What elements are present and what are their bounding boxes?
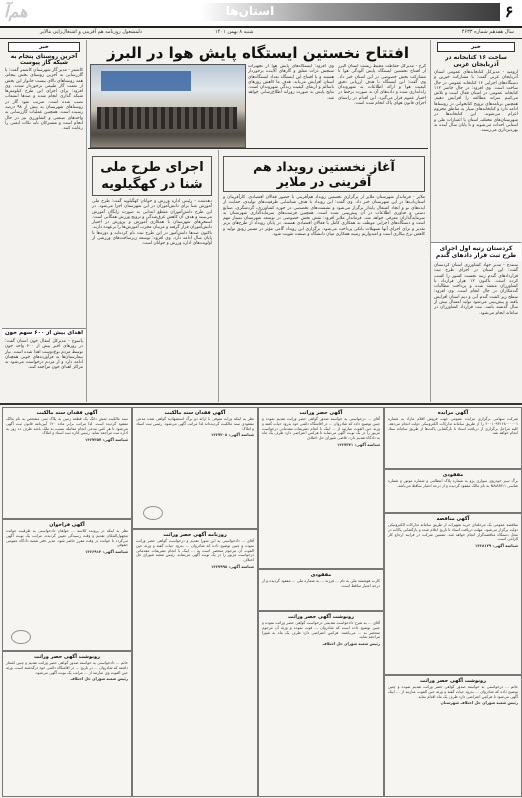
- ad-footer: شناسه آگهی: ۱۴۶۷۲۰۸: [211, 432, 254, 438]
- masthead: [0, 0, 522, 28]
- ad-body: نظر به اینکه در پرونده کلاسه ... خواهان دادخواستی به طرفیت خوانده مجهول‌المکان تقدیم و وقت رسیدگی تعیین گردیده، مراتب یک نوبت آگهی می‌گردد تا خوانده در وقت مقرر حاضر شود. مدیر دفتر شعبه دادگاه عمومی حقوقی: [6, 528, 128, 548]
- ad-box: [384, 675, 522, 797]
- ad-box: [2, 407, 132, 519]
- ad-title: آگهی مناقصه: [436, 516, 470, 522]
- left-story: [88, 150, 216, 402]
- ad-title: رونوشت آگهی حصر وراثت: [420, 678, 486, 684]
- ad-box: [258, 569, 384, 611]
- ad-title: مفقودی: [310, 572, 332, 578]
- ad-footer: شناسه آگهی: ۱۴۶۸۱۲۹: [475, 543, 518, 549]
- left-subheadline: اهدای بیش از ۶۰۰ سهم خون: [2, 328, 86, 337]
- ad-title: روزنامه آگهی حصر وراثت: [163, 532, 227, 538]
- right-column: [430, 40, 521, 402]
- ad-footer: شناسه آگهی: ۱۴۶۶۹۱۴: [85, 549, 128, 555]
- ad-box: [2, 651, 132, 797]
- banner-in-photo: [101, 71, 191, 91]
- ad-footer: شناسه آگهی: ۱۴۶۷۴۴۱: [337, 441, 380, 447]
- left-story-headline: اجرای طرح ملی شنا در کهگیلویه: [92, 156, 212, 196]
- ad-box: [132, 529, 258, 797]
- ad-body: آقای ... دادخواستی به این شورا تقدیم و درخواست گواهی حصر وراثت نموده و چنین توضیح داده که شادروان ... بدرود حیات گفته و ورثه حین الفوت آن مرحوم منحصر است به ... اینک با انجام تشریفات مقدماتی درخواست مزبور را در یک نوبت آگهی می‌نماید. رئیس شعبه شورای حل اختلاف: [136, 538, 254, 563]
- ads-divider: [0, 403, 522, 405]
- newspaper-logo: هم‌آ: [4, 2, 28, 21]
- center-story-body: ملایر - فرماندار شهرستان ملایر از برگزاری نخستین رویداد هم‌آفرینی با حضور فعالان اقتصادی، کارآفرینان و استارتاپ‌ها در این شهرستان خبر داد. وی گفت: این رویداد با هدف شناسایی ظرفیت‌های تولیدی، حمایت از ایده‌های نو و ایجاد اشتغال پایدار برگزار می‌شود و نشست‌های تخصصی در حوزه کشاورزی، گردشگری، صنایع دستی و فناوری اطلاعات در آن پیش‌بینی شده است. همچنین فرصت‌های سرمایه‌گذاری شهرستان به سرمایه‌گذاران معرفی خواهد شد. فرماندار ملایر افزود: نقش بخش خصوصی در توسعه شهرستان بسیار مهم است و دستگاه‌های اجرایی موظف به همکاری کامل با فعالان اقتصادی هستند. در پایان رویداد از طرح‌های برتر تقدیر و برای اجرای آنها تسهیلات بانکی پرداخت می‌شود. برگزاری این رویداد گامی مؤثر در مسیر رونق تولید و کاهش نرخ بیکاری است و امیدواریم زمینه همکاری میان دانشگاه و صنعت تقویت شود.: [223, 195, 425, 238]
- divider: [0, 38, 522, 39]
- ad-body: مناقصه عمومی یک مرحله‌ای خرید تجهیزات از طریق سامانه تدارکات الکترونیکی دولت برگزار می‌شود. مهلت دریافت اسناد تا تاریخ اعلام شده و بازگشایی پاکات در محل دستگاه مناقصه‌گزار انجام خواهد شد. تضمین شرکت در فرایند ارجاع کار الزامی است.: [388, 522, 518, 542]
- section-title: استان‌ها: [225, 4, 275, 18]
- people-in-photo: [97, 107, 237, 129]
- ad-body: خانم ... درخواستی به خواسته صدور گواهی حصر وراثت تقدیم نموده و چنین توضیح داده که شادروان ... بدرود حیات گفته و ورثه حین الفوت عبارتند از ... اینک آگهی می‌شود تا هرکس اعتراضی دارد ظرف یک ماه اقدام نماید.: [388, 684, 518, 699]
- ad-body: سند مالکیت شش دانگ یک قطعه زمین به پلاک ثبتی مشخص به نام مالک مفقود گردیده است. لذا مراتب برابر ماده ۱۲۰ آیین‌نامه قانون ثبت آگهی می‌شود تا هر کس مدعی انجام معامله نسبت به ملک باشد ظرف ده روز به اداره ثبت مراجعه نماید. رئیس اداره ثبت اسناد و املاک: [6, 416, 128, 436]
- left-headline: آخرین روستای پنجام به شبکه گاز پیوست: [10, 54, 78, 66]
- ad-box: [2, 519, 132, 651]
- left-body: کاشمر - مدیر گاز شهرستان کاشمر گفت: با گازرسانی به آخرین روستای بخش پنجام، همه روستاهای بالای بیست خانوار این بخش از نعمت گاز طبیعی برخوردار شدند. وی افزود: برای اجرای این طرح کیلومترها شبکه گذاری انجام شده و صدها انشعاب نصب شده است. ضریب نفوذ گاز در روستاهای شهرستان به بیش از ۹۸ درصد رسیده است. همچنین عملیات گازرسانی به واحدهای صنعتی و کشاورزی نیز در حال انجام است و مشترکان باید نکات ایمنی را رعایت کنند.: [5, 68, 83, 132]
- top-story: [88, 40, 428, 148]
- ad-body: برگ سبز خودروی سواری پژو به شماره پلاک انتظامی و شماره موتور و شماره شاسی NAAM۱۱ به نام مالک مفقود گردیده و از درجه اعتبار ساقط می‌باشد.: [388, 478, 518, 488]
- top-story-headline: افتتاح نخستین ایستگاه پایش هوا در البرز: [106, 44, 410, 62]
- ad-footer: رئیس شعبه شورای حل اختلاف: [70, 676, 128, 682]
- ad-body: آقای ... به شرح دادخواست تقدیمی درخواست گواهی حصر وراثت نموده و چنین توضیح داده است که شادروان ... فوت نموده و ورثه آن مرحوم منحصر به ... می‌باشند. هرکس اعتراضی دارد ظرف یک ماه به شورا مراجعه نماید.: [262, 620, 380, 640]
- ad-footer: شناسه آگهی: ۱۴۶۷۳۵۷: [85, 437, 128, 443]
- left-subbody: یاسوج - مدیرکل انتقال خون استان گفت: در روزهای اخیر بیش از ۶۰۰ واحد خون توسط مردم نوع‌دوست اهدا شده است. نیاز بیمارستان‌ها به فرآورده‌های خونی همچنان ادامه دارد و از مردم درخواست می‌شود به مراکز اهدای خون مراجعه کنند.: [5, 339, 83, 371]
- issue-date: شنبه ۸ بهمن ۱۴۰۱: [215, 29, 254, 35]
- ad-footer: رئیس شعبه شورای حل اختلاف: [322, 641, 380, 647]
- divider: [88, 148, 428, 149]
- center-story-headline: آغاز نخستین رویداد هم آفرینی در ملایر: [223, 156, 425, 192]
- news-photo: [90, 64, 246, 148]
- seal-stamp: [143, 506, 163, 520]
- right-subheadline: کردستان رتبه اول اجرای طرح ثبت قرار دادهای گندم: [431, 242, 521, 261]
- ad-title: رونوشت آگهی حصر وراثت: [288, 614, 354, 620]
- center-story: [218, 150, 429, 402]
- ad-footer: شناسه آگهی: ۱۴۶۷۹۹۸: [211, 563, 254, 569]
- issue-tagline: دلمشغول روزنامه هم آفرینی و اشتغال‌زایی مالایر: [40, 29, 142, 35]
- issue-line: [0, 26, 522, 38]
- ad-body: کارت هوشمند ملی به نام ... فرزند ... به شماره ملی ... مفقود گردیده و از درجه اعتبار ساقط است.: [262, 578, 380, 588]
- right-kicker: خبر: [437, 42, 515, 52]
- issue-number: سال هفدهم شماره ۴۶۳۳: [461, 29, 514, 35]
- ad-box: [132, 407, 258, 529]
- ad-body: خانم ... دادخواستی به خواسته صدور گواهی حصر وراثت تقدیم و چنین اشعار داشته که شادروان ... در تاریخ ... در اقامتگاه دائمی خود درگذشته است. ورثه حین الفوت وی عبارتند از ... مراتب یک نوبت آگهی می‌شود.: [6, 660, 128, 675]
- left-story-body: دهدشت - رئیس اداره ورزش و جوانان کهگیلویه گفت: طرح ملی آموزش شنا برای دانش‌آموزان در این شهرستان اجرا می‌شود. در این طرح دانش‌آموزان مقطع ابتدایی به صورت رایگان آموزش می‌بینند و هدف آن کاهش غرق‌شدگی و ترویج ورزش همگانی است. استخرهای شهرستان با همکاری آموزش و پرورش در اختیار دانش‌آموزان قرار گرفته و مربیان مجرب آموزش‌ها را برعهده دارند. تاکنون صدها دانش‌آموز در این طرح ثبت نام کرده‌اند و دوره‌ها تا پایان سال ادامه دارد. وی افزود: توسعه زیرساخت‌های ورزشی از اولویت‌های اداره ورزش و جوانان است.: [92, 199, 212, 247]
- ad-title: رونوشت آگهی حصر وراثت: [34, 654, 100, 660]
- ad-box: [384, 407, 522, 469]
- ad-footer: رئیس شعبه شورای حل اختلاف شهرستان: [440, 700, 518, 706]
- top-story-body-left: وی افزود: ایستگاه‌های پایش هوا از تجهیزات سنجش ذرات معلق و گازهای آلاینده برخوردار هستند و با افتتاح این ایستگاه تعداد ایستگاه‌های استان افزایش می‌یابد. هدف ما کاهش روزهای ناسالم و ارتقای کیفیت زندگی شهروندان است. نتایج پایش به صورت روزانه اطلاع‌رسانی خواهد شد.: [248, 64, 334, 101]
- top-story-body-right: کرج - مدیرکل حفاظت محیط زیست استان البرز از افتتاح نخستین ایستگاه پایش آلودگی هوا با مشارکت بخش خصوصی در این استان خبر داد. وی گفت: این ایستگاه با هدف ارزیابی دقیق کیفیت هوا و ارائه اطلاعات به شهروندان راه‌اندازی شده و داده‌های آن به صورت برخط در اختیار عموم قرار می‌گیرد. این اقدام در راستای اجرای قانون هوای پاک انجام شده است.: [338, 64, 426, 107]
- seal-stamp: [11, 630, 31, 644]
- ad-box: [258, 611, 384, 797]
- ad-title: آگهی فقدان سند مالکیت: [36, 410, 98, 416]
- ad-box: [258, 407, 384, 569]
- right-subbody: سنندج - مدیر جهاد کشاورزی استان کردستان گفت: این استان در اجرای طرح ثبت قراردادهای گندم رتبه نخست کشور را کسب کرده است. تاکنون ۱۲ هزار قرارداد با کشاورزان منعقد شده و پرداخت مطالبات گندمکاران در حال انجام است. وی افزود: سطح زیر کشت گندم آبی و دیم استان افزایش یافته و پیش‌بینی می‌شود تولید امسال بیش از سال گذشته باشد. ثبت قرارداد کشاورزان در سامانه انجام می‌شود.: [434, 263, 518, 316]
- ad-box: [384, 513, 522, 675]
- ad-box: [384, 469, 522, 513]
- ad-title: مفقودی: [442, 472, 464, 478]
- right-body: ارومیه - مدیرکل کتابخانه‌های عمومی استان آذربایجان غربی گفت: با مشارکت خیرین و دستگاه‌های اجرایی ۱۶ کتابخانه عمومی در حال ساخت است. وی افزود: در حال حاضر ۱۱۲ کتابخانه عمومی در استان فعال است و تلاش می‌کنیم سرانه مطالعه را افزایش دهیم. همچنین برنامه‌های ترویج کتابخوانی در روستاها ادامه دارد و کتابخانه‌های سیار به مناطق محروم اعزام می‌شوند. این کتابخانه‌ها در شهرستان‌های مختلف استان با اعتبارات ملی و استانی احداث می‌شوند و تا پایان سال آینده به بهره‌برداری می‌رسند.: [434, 70, 518, 134]
- ad-title: آگهی حصر وراثت: [299, 410, 343, 416]
- page-number: ۶: [504, 2, 514, 21]
- ad-title: آگهی مزایده: [437, 410, 469, 416]
- ad-title: آگهی فراخوان: [49, 522, 85, 528]
- ad-body: آقای ... درخواستی به خواسته صدور گواهی حصر وراثت تقدیم نموده و چنین توضیح داده که شادروان ... در اقامتگاه دائمی خود بدرود حیات گفته و ورثه حین الفوت عبارتند از ... اینک با انجام تشریفات مقدماتی درخواست مزبور را در یک نوبت آگهی می‌نماید تا هرکس اعتراضی دارد ظرف یک ماه به دادگاه تقدیم دارد. قاضی شورای حل اختلاف: [262, 416, 380, 441]
- ad-body: شرکت سهامی برگزاری مزایده عمومی جهت فروش اقلام مازاد به شماره ۲۰۰۱۰۹۳۱۶۸۰۰۰۰۰۱ را از طریق سامانه تدارکات الکترونیکی دولت انجام می‌دهد. کلیه مراحل برگزاری از دریافت اسناد تا بازگشایی پاکت‌ها از طریق سامانه ستاد انجام خواهد شد.: [388, 416, 518, 436]
- left-column: [2, 40, 87, 402]
- left-kicker: خبر: [8, 42, 80, 52]
- right-headline: ساخت ۱۶ کتابخانه در آذربایجان غربی: [445, 54, 507, 68]
- ad-title: آگهی فقدان سند مالکیت: [164, 410, 226, 416]
- ad-body: نظر به اینکه وراث متوفی با ارائه دو برگ استشهادیه گواهی شده مدعی مفقودی سند مالکیت گردیده‌اند لذا مراتب آگهی می‌شود. رئیس ثبت اسناد و املاک: [136, 416, 254, 431]
